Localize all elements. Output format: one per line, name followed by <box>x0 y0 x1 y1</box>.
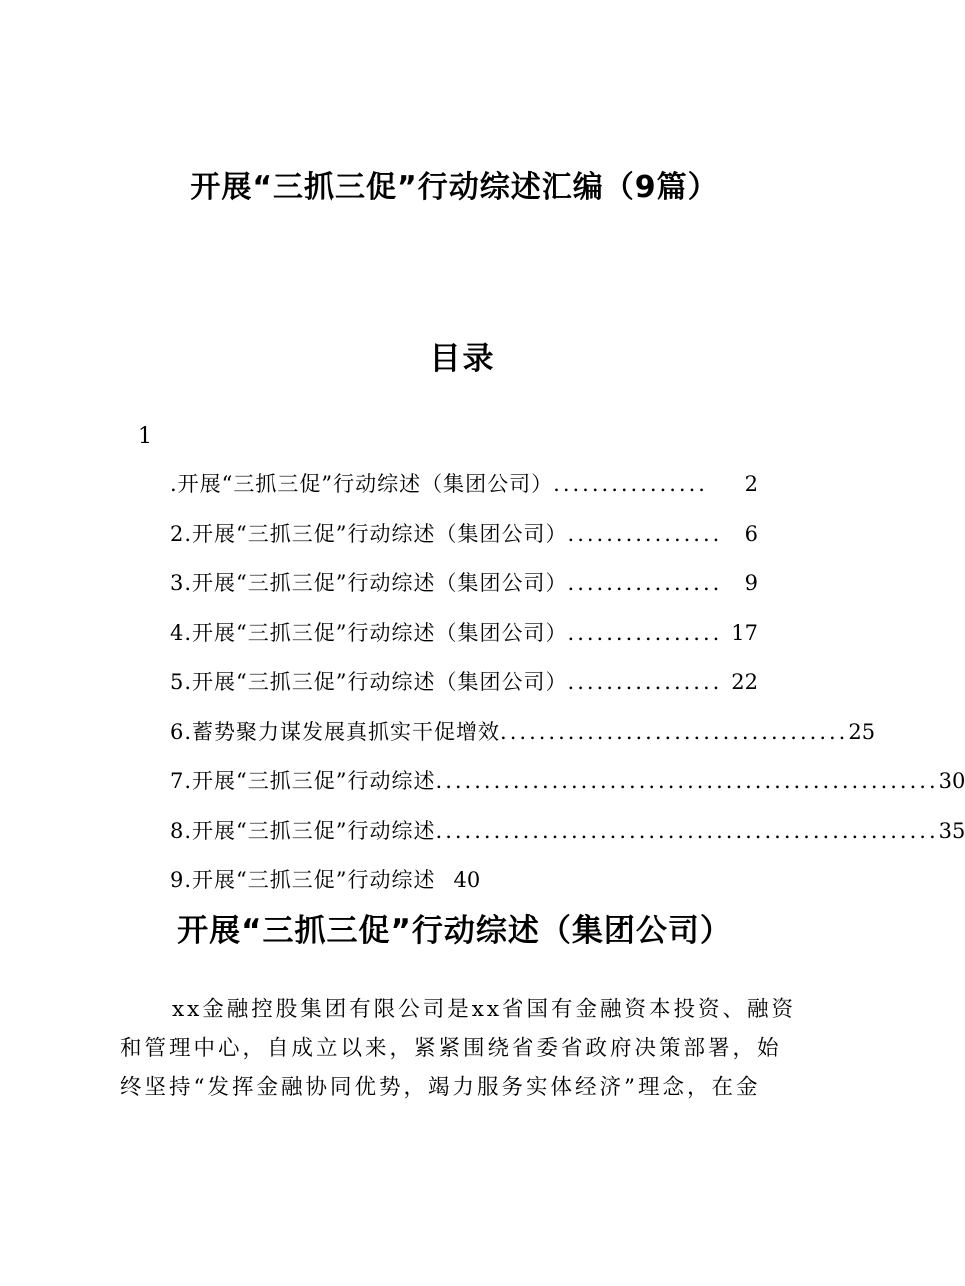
toc-entry-page: 35 <box>938 818 965 843</box>
toc-entry-page: 17 <box>731 620 758 645</box>
article-body <box>120 990 800 1107</box>
toc-entry-page: 30 <box>938 769 965 793</box>
toc-entry-leader: .................................................... <box>435 818 939 843</box>
toc-entry[interactable] <box>170 815 965 865</box>
toc-entry-leader: ................ <box>567 670 723 694</box>
toc-entry-leader: ................ <box>567 521 723 546</box>
toc-entry-title: 5.开展“三抓三促”行动综述（集团公司） <box>170 670 568 694</box>
toc-entry-title: 2.开展“三抓三促”行动综述（集团公司） <box>170 521 568 546</box>
toc-entry-page: 2 <box>744 472 758 496</box>
toc-label: 1 <box>138 424 152 449</box>
document-title: 开展“三抓三促”行动综述汇编（9篇） <box>190 170 719 205</box>
toc-entry-title: 6.蓄势聚力谋发展真抓实干促增效 <box>170 719 501 744</box>
article-paragraph-line: xx金融控股集团有限公司是xx省国有金融资本投资、融资 <box>172 997 797 1022</box>
toc-entry[interactable] <box>170 518 758 568</box>
toc-entry-title: 4.开展“三抓三促”行动综述（集团公司） <box>170 620 568 645</box>
toc-entry-leader: ................ <box>553 472 708 496</box>
toc-entry-leader: ................ <box>567 571 723 595</box>
article-title: 开展“三抓三促”行动综述（集团公司） <box>177 913 732 949</box>
toc-entry-title: 8.开展“三抓三促”行动综述 <box>170 818 436 843</box>
toc-entry-leader: .................................................... <box>435 769 939 793</box>
toc-entry-page: 6 <box>744 521 758 546</box>
article-paragraph-line: 和管理中心，自成立以来，紧紧围绕省委省政府决策部署，始 <box>120 1036 782 1061</box>
toc-entry-page: 22 <box>731 670 758 694</box>
toc-entry-title: 3.开展“三抓三促”行动综述（集团公司） <box>170 571 568 595</box>
toc-entry[interactable] <box>170 765 965 815</box>
toc-heading: 目录 <box>429 341 496 377</box>
article-paragraph-line: 终坚持“发挥金融协同优势，竭力服务实体经济”理念，在金 <box>120 1075 761 1100</box>
toc-entry-page: 25 <box>848 719 876 744</box>
toc-entry[interactable] <box>170 567 758 617</box>
toc-entry-title: 9.开展“三抓三促”行动综述 <box>170 868 436 892</box>
toc-entry[interactable] <box>170 468 758 518</box>
toc-entry[interactable] <box>170 716 876 766</box>
toc-entry-title: .开展“三抓三促”行动综述（集团公司） <box>170 472 554 496</box>
toc-entry-title: 7.开展“三抓三促”行动综述 <box>170 769 436 793</box>
toc-entry[interactable] <box>170 617 758 667</box>
toc-entry[interactable] <box>170 666 758 716</box>
toc-entry-page: 40 <box>453 868 481 892</box>
toc-entry-page: 9 <box>744 571 758 595</box>
table-of-contents <box>170 468 965 914</box>
toc-entry-leader: ................ <box>567 620 723 645</box>
toc-entry-leader: .................................... <box>500 719 849 744</box>
